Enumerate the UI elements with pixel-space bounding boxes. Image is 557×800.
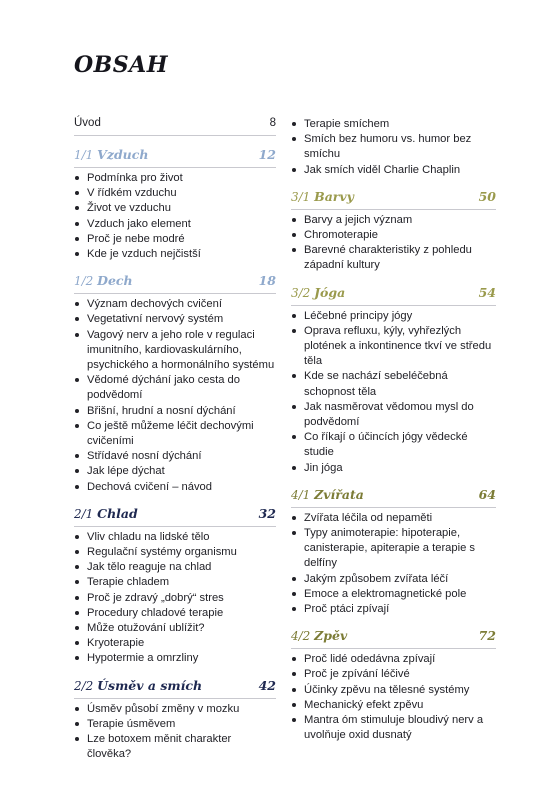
toc-item[interactable]: Život ve vzduchu	[74, 201, 276, 216]
toc-section-number: 3/2	[291, 285, 311, 300]
toc-item[interactable]: Střídavé nosní dýchání	[74, 449, 276, 464]
toc-section-name: Úsměv a smích	[97, 677, 203, 693]
toc-item[interactable]: Vagový nerv a jeho role v regulaci imunitního, kardiovaskulárního, psychického a hormonálního systému	[74, 328, 276, 374]
toc-item[interactable]: Barevné charakteristiky z pohledu západní kultury	[291, 243, 496, 273]
toc-item[interactable]: Léčebné principy jógy	[291, 309, 496, 324]
toc-item[interactable]: Smích bez humoru vs. humor bez smíchu	[291, 132, 496, 162]
toc-item[interactable]: Terapie úsměvem	[74, 717, 276, 732]
toc-section-name: Chlad	[97, 505, 138, 521]
toc-item[interactable]: Jak smích viděl Charlie Chaplin	[291, 163, 496, 178]
toc-section-name: Vzduch	[97, 147, 149, 162]
toc-section	[291, 486, 496, 617]
toc-item[interactable]: Může otužování ublížit?	[74, 621, 276, 636]
toc-item[interactable]: Účinky zpěvu na tělesné systémy	[291, 683, 496, 698]
toc-section-number: 2/2	[74, 678, 94, 693]
toc-item[interactable]: Úsměv působí změny v mozku	[74, 702, 276, 717]
toc-section-name: Jóga	[314, 284, 346, 300]
toc-section-number: 2/1	[74, 506, 94, 521]
toc-item[interactable]: Terapie chladem	[74, 575, 276, 590]
toc-section	[291, 188, 496, 274]
toc-item[interactable]: Barvy a jejich význam	[291, 213, 496, 228]
page-title: OBSAH	[74, 52, 169, 78]
toc-item-list	[291, 511, 496, 617]
toc-continuation	[291, 117, 496, 178]
toc-section-heading[interactable]	[291, 188, 496, 210]
toc-section-page: 32	[258, 505, 276, 521]
toc-section-heading[interactable]	[74, 505, 276, 527]
toc-item-list	[291, 652, 496, 743]
toc-section-name: Dech	[97, 273, 133, 289]
toc-section-page: 64	[478, 486, 496, 502]
toc-section-heading[interactable]	[74, 677, 276, 699]
toc-section-page: 54	[478, 284, 496, 300]
toc-section-page: 50	[478, 188, 496, 204]
toc-item[interactable]: Jak nasměrovat vědomou mysl do podvědomí	[291, 400, 496, 430]
toc-item[interactable]: V řídkém vzduchu	[74, 186, 276, 201]
toc-section-number: 4/2	[291, 629, 311, 644]
toc-item-list	[291, 309, 496, 476]
toc-section-heading[interactable]	[74, 146, 276, 168]
toc-section-title	[291, 627, 347, 645]
toc-section-title	[74, 677, 202, 695]
toc-section-name: Barvy	[314, 188, 354, 204]
toc-item[interactable]: Emoce a elektromagnetické pole	[291, 587, 496, 602]
toc-intro-page: 8	[269, 117, 276, 129]
toc-section-name: Zpěv	[314, 628, 348, 644]
toc-item[interactable]: Břišní, hrudní a nosní dýchání	[74, 404, 276, 419]
toc-section-title	[74, 146, 148, 164]
toc-item-list	[74, 530, 276, 667]
toc-item[interactable]: Jin jóga	[291, 461, 496, 476]
toc-item[interactable]: Terapie smíchem	[291, 117, 496, 132]
toc-item[interactable]: Vzduch jako element	[74, 217, 276, 232]
toc-item[interactable]: Chromoterapie	[291, 228, 496, 243]
toc-item[interactable]: Vědomé dýchání jako cesta do podvědomí	[74, 373, 276, 403]
toc-item[interactable]: Proč je zdravý „dobrý“ stres	[74, 591, 276, 606]
toc-item[interactable]: Procedury chladové terapie	[74, 606, 276, 621]
toc-section-page: 72	[478, 628, 496, 644]
toc-item[interactable]: Mechanický efekt zpěvu	[291, 698, 496, 713]
toc-section-number: 1/1	[74, 148, 94, 162]
toc-section-number: 1/2	[74, 274, 94, 289]
toc-section	[291, 284, 496, 476]
toc-item-list	[74, 297, 276, 495]
toc-section	[74, 677, 276, 763]
toc-section	[74, 146, 276, 262]
toc-section-title	[74, 505, 138, 523]
toc-section-title	[74, 272, 133, 290]
toc-section-title	[291, 188, 354, 206]
toc-intro-heading	[74, 114, 276, 136]
toc-item[interactable]: Kde se nachází sebeléčebná schopnost těla	[291, 369, 496, 399]
toc-left-column	[74, 114, 276, 773]
toc-item-list	[291, 213, 496, 274]
toc-section-name: Zvířata	[314, 486, 364, 502]
toc-item[interactable]: Proč je nebe modré	[74, 232, 276, 247]
toc-section-title	[291, 284, 345, 302]
toc-item[interactable]: Regulační systémy organismu	[74, 545, 276, 560]
toc-item[interactable]: Co říkají o účincích jógy vědecké studie	[291, 430, 496, 460]
toc-item-list	[291, 117, 496, 178]
toc-item[interactable]: Proč je zpívání léčivé	[291, 667, 496, 682]
toc-item[interactable]: Vliv chladu na lidské tělo	[74, 530, 276, 545]
toc-section-title	[291, 486, 364, 504]
toc-item[interactable]: Jakým způsobem zvířata léčí	[291, 572, 496, 587]
toc-intro[interactable]	[74, 114, 276, 136]
toc-section-heading[interactable]	[291, 627, 496, 649]
toc-item[interactable]: Co ještě můžeme léčit dechovými cvičeními	[74, 419, 276, 449]
toc-item[interactable]: Kryoterapie	[74, 636, 276, 651]
toc-item[interactable]: Jak lépe dýchat	[74, 464, 276, 479]
toc-item-list	[74, 171, 276, 262]
toc-intro-label: Úvod	[74, 117, 101, 129]
toc-item[interactable]: Kde je vzduch nejčistší	[74, 247, 276, 262]
toc-item[interactable]: Vegetativní nervový systém	[74, 312, 276, 327]
toc-right-column	[291, 117, 496, 754]
toc-item[interactable]: Mantra óm stimuluje bloudivý nerv a uvolňuje oxid dusnatý	[291, 713, 496, 743]
toc-item[interactable]: Proč lidé odedávna zpívají	[291, 652, 496, 667]
toc-section	[74, 272, 276, 495]
toc-item[interactable]: Dechová cvičení – návod	[74, 480, 276, 495]
toc-section-number: 3/1	[291, 189, 311, 204]
toc-item[interactable]: Lze botoxem měnit charakter člověka?	[74, 732, 276, 762]
toc-section-page: 18	[258, 273, 276, 289]
toc-item[interactable]: Zvířata léčila od nepaměti	[291, 511, 496, 526]
toc-section-page: 12	[258, 147, 276, 162]
toc-item[interactable]: Proč ptáci zpívají	[291, 602, 496, 617]
toc-section	[291, 627, 496, 743]
toc-item-list	[74, 702, 276, 763]
toc-section-heading[interactable]	[291, 486, 496, 508]
toc-item[interactable]: Hypotermie a omrzliny	[74, 651, 276, 666]
toc-item[interactable]: Typy animoterapie: hipoterapie, canisterapie, apiterapie a terapie s delfíny	[291, 526, 496, 572]
toc-section-number: 4/1	[291, 487, 311, 502]
toc-item[interactable]: Jak tělo reaguje na chlad	[74, 560, 276, 575]
toc-section-heading[interactable]	[291, 284, 496, 306]
toc-section	[74, 505, 276, 667]
toc-section-heading[interactable]	[74, 272, 276, 294]
toc-item[interactable]: Oprava refluxu, kýly, vyhřezlých plotének a inkontinence tkví ve středu těla	[291, 324, 496, 370]
toc-item[interactable]: Význam dechových cvičení	[74, 297, 276, 312]
toc-section-page: 42	[258, 677, 276, 693]
toc-item[interactable]: Podmínka pro život	[74, 171, 276, 186]
